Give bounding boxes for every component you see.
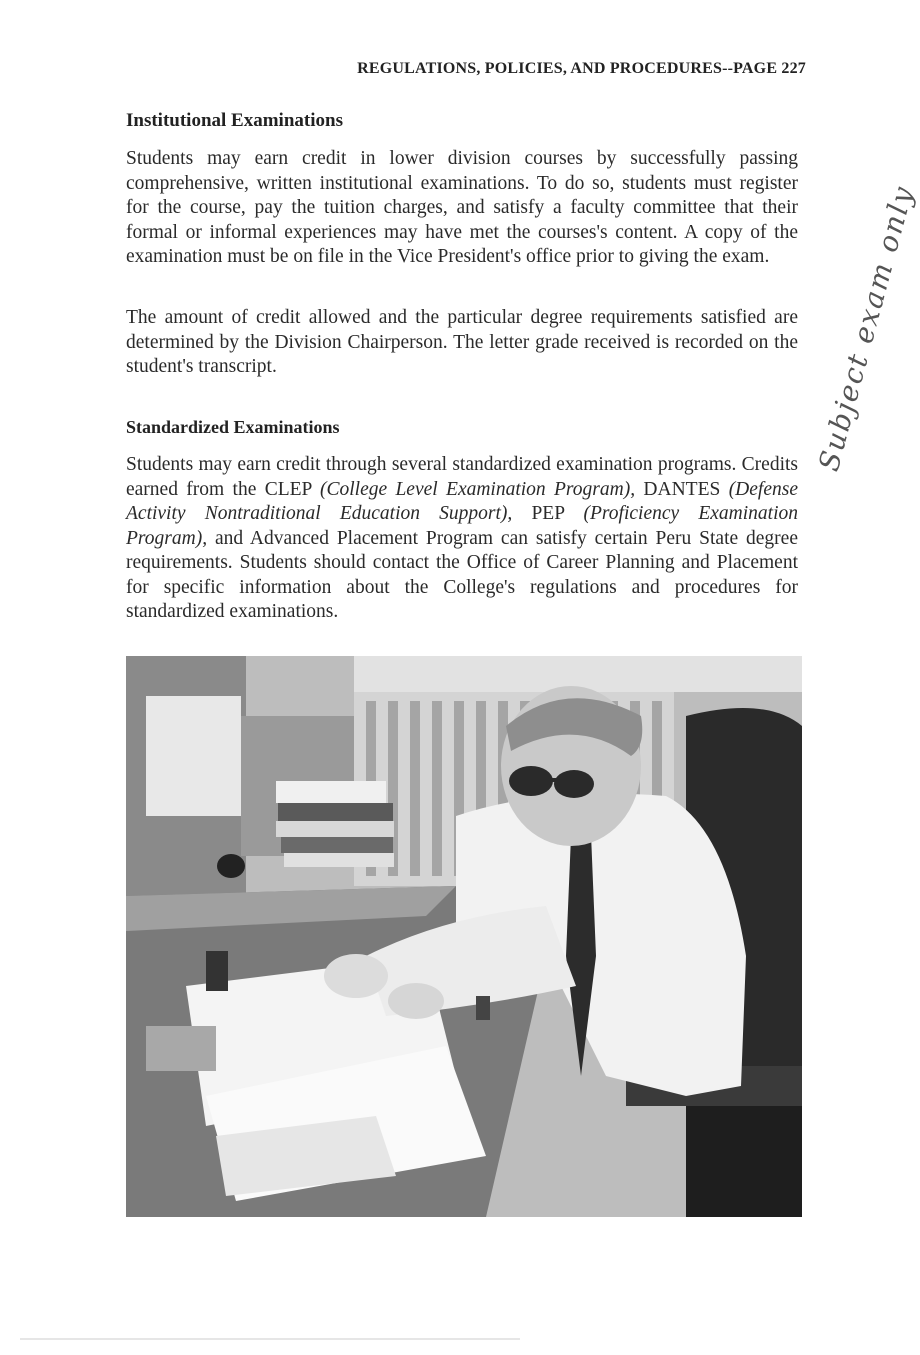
running-header: REGULATIONS, POLICIES, AND PROCEDURES--PAGE 227: [357, 60, 806, 77]
pep-full-name: (Proficiency Examination Program),: [126, 503, 798, 549]
paragraph-text: and Advanced Placement Program can satisfy certain Peru State degree requirements. Students should contact the Office of Career Planning and Placement for specific information about the College's regulations and procedures for standardized examinations.: [126, 527, 798, 622]
paragraph-text: Students may earn credit through several standardized examination programs. Credits earned from the CLEP: [126, 454, 798, 500]
paragraph-text: DANTES: [635, 478, 729, 500]
paragraph-institutional-2: The amount of credit allowed and the particular degree requirements satisfied are determined by the Division Chairperson. The letter grade received is recorded on the student's transcript.: [126, 307, 798, 377]
paragraph-text: PEP: [512, 503, 584, 524]
clep-full-name: (College Level Examination Program),: [319, 478, 636, 500]
section-heading-standardized: Standardized Examinations: [126, 417, 340, 437]
page-bottom-rule: [20, 1338, 520, 1340]
dantes-full-name: (Defense Activity Nontraditional Education Support),: [126, 478, 798, 524]
section-heading-institutional: Institutional Examinations: [126, 110, 343, 131]
paragraph-institutional-1: Students may earn credit in lower division courses by successfully passing comprehensive, written institutional examinations. To do so, students must register for the course, pay the tuition charges, and satisfy a faculty committee that their formal or informal experiences may have met the courses's content. A copy of the examination must be on file in the Vice President's office prior to giving the exam.: [126, 148, 798, 267]
photo-man-at-desk-icon: [126, 656, 802, 1217]
paragraph-standardized: [126, 453, 798, 625]
handwritten-margin-note: Subject exam only: [812, 181, 920, 475]
